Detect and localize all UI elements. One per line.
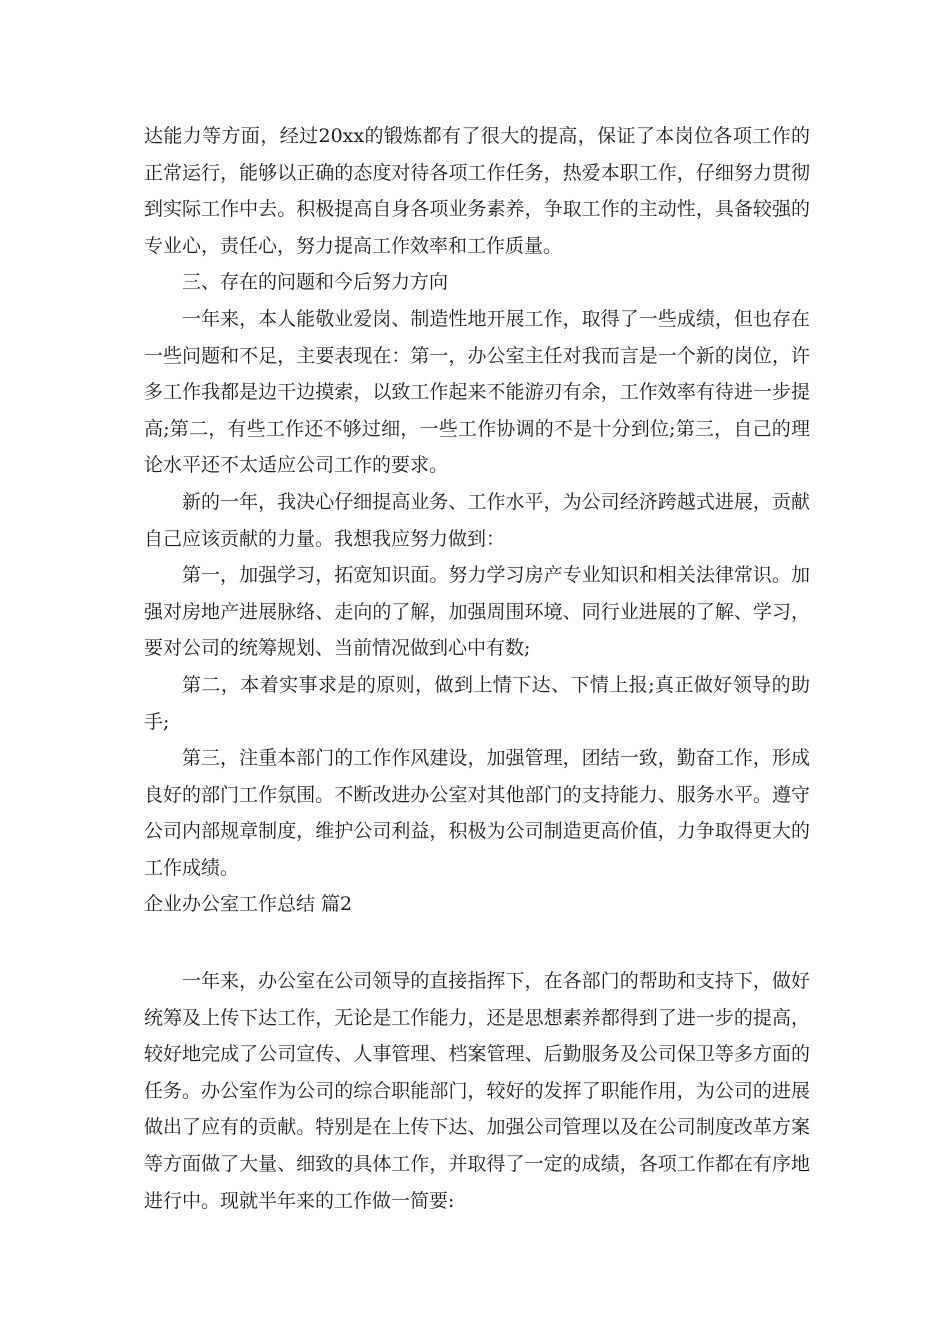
section-heading-problems: 三、存在的问题和今后努力方向 (182, 271, 449, 294)
paragraph-achievements: 一年来，本人能敬业爱岗、制造性地开展工作，取得了一些成绩，但也存在一些问题和不足，主要表现在：第一，办公室主任对我而言是一个新的岗位，许多工作我都是边干边摸索，以致工作起来不能游刃有余，工作效率有待进一步提高;第二，有些工作还不够过细，一些工作协调的不是十分到位;第三，自己的理论水平还不太适应公司工作的要求。 (144, 307, 810, 477)
paragraph-third-point: 第三，注重本部门的工作作风建设，加强管理，团结一致，勤奋工作，形成良好的部门工作氛围。不断改进办公室对其他部门的支持能力、服务水平。遵守公司内部规章制度，维护公司利益，积极为公司制造更高价值，力争取得更大的工作成绩。 (144, 747, 810, 879)
paragraph-second-point: 第二，本着实事求是的原则，做到上情下达、下情上报;真正做好领导的助手; (144, 673, 810, 733)
section-spacer (144, 923, 810, 963)
paragraph-continued: 达能力等方面，经过20xx的锻炼都有了很大的提高，保证了本岗位各项工作的正常运行，能够以正确的态度对待各项工作任务，热爱本职工作，仔细努力贯彻到实际工作中去。积极提高自身各项业务素养，争取工作的主动性，具备较强的专业心，责任心，努力提高工作效率和工作质量。 (144, 125, 810, 257)
paragraph-new-year: 新的一年，我决心仔细提高业务、工作水平，为公司经济跨越式进展，贡献自己应该贡献的力量。我想我应努力做到： (144, 490, 810, 550)
paragraph-first-point: 第一，加强学习，拓宽知识面。努力学习房产专业知识和相关法律常识。加强对房地产进展脉络、走向的了解，加强周围环境、同行业进展的了解、学习，要对公司的统筹规划、当前情况做到心中有数; (144, 564, 810, 660)
document-body (144, 118, 810, 1219)
paragraph-section2-intro: 一年来，办公室在公司领导的直接指挥下，在各部门的帮助和支持下，做好统筹及上传下达工作，无论是工作能力，还是思想素养都得到了进一步的提高，较好地完成了公司宣传、人事管理、档案管理、后勤服务及公司保卫等多方面的任务。办公室作为公司的综合职能部门，较好的发挥了职能作用，为公司的进展做出了应有的贡献。特别是在上传下达、加强公司管理以及在公司制度改革方案等方面做了大量、细致的具体工作，并取得了一定的成绩，各项工作都在有序地进行中。现就半年来的工作做一简要: (144, 970, 810, 1212)
section-title: 企业办公室工作总结 篇2 (144, 893, 353, 916)
